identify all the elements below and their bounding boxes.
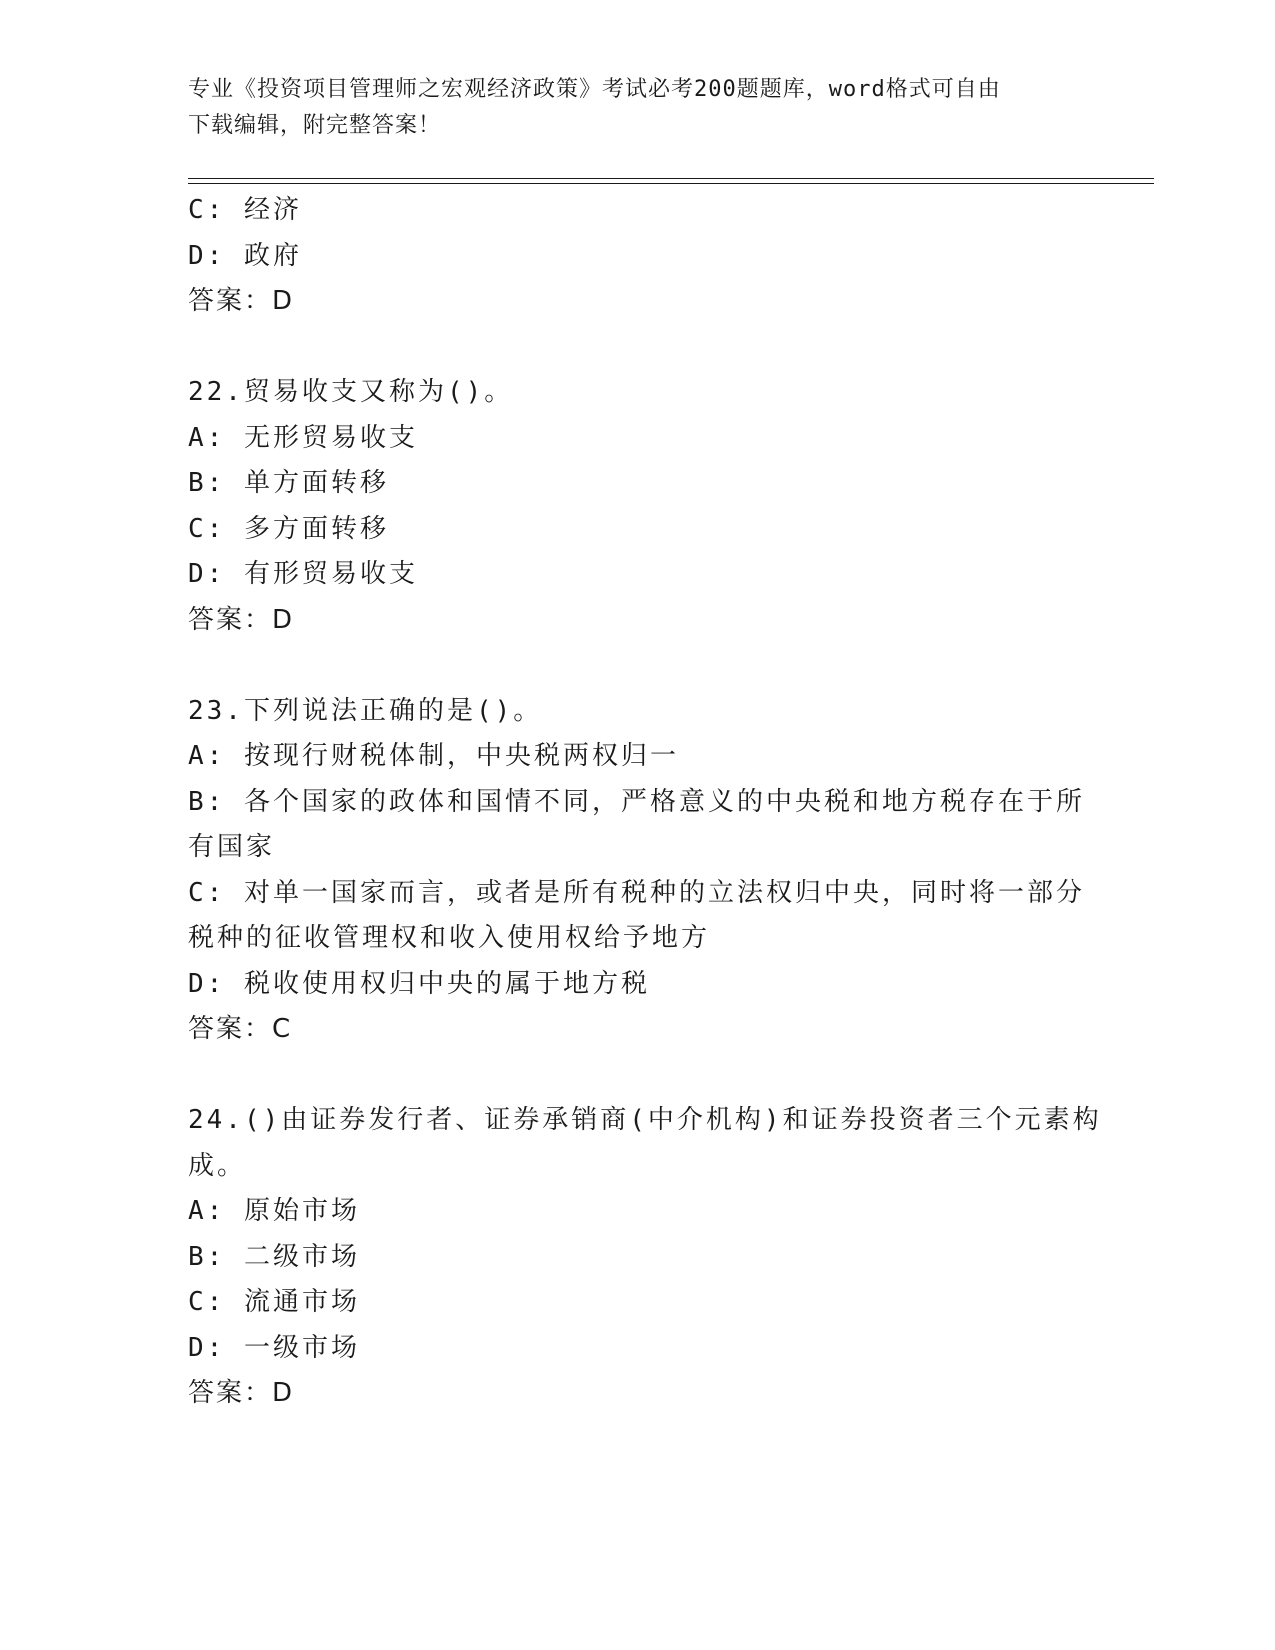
option-c: C: 流通市场 [188,1287,360,1317]
option-d: D: 政府 [188,240,302,271]
option-b: B: 二级市场 [188,1241,360,1272]
option-c-line-1: C: 对单一国家而言，或者是所有税种的立法权归中央，同时将一部分 [188,877,1085,908]
header-line-2: 下载编辑，附完整答案！ [188,113,442,138]
question-stem-line-2: 成。 [188,1150,247,1181]
spacer [188,1053,1088,1099]
option-d: D: 有形贸易收支 [188,559,418,589]
question-content [188,188,1102,1417]
answer-line: 答案：D [188,1378,295,1408]
option-a: A: 按现行财税体制，中央税两权归一 [188,741,679,771]
option-b: B: 单方面转移 [188,468,389,498]
answer-line: 答案：D [188,604,295,635]
option-b-line-2: 有国家 [188,832,276,862]
question-22 [188,370,1088,643]
option-d: D: 税收使用权归中央的属于地方税 [188,968,650,999]
answer-line: 答案：D [188,286,295,316]
document-header [188,72,1068,144]
header-divider-bottom [188,183,1154,184]
option-c: C: 多方面转移 [188,513,389,544]
question-stem-line-1: 24.()由证券发行者、证券承销商(中介机构)和证券投资者三个元素构 [188,1105,1102,1135]
question-stem: 22.贸易收支又称为()。 [188,377,514,407]
question-24 [188,1098,1102,1417]
option-a: A: 无形贸易收支 [188,422,418,453]
spacer [188,643,1088,689]
question-stem: 23.下列说法正确的是()。 [188,695,543,726]
option-c-line-2: 税种的征收管理权和收入使用权给予地方 [188,923,711,953]
question-21-continued [188,188,1088,325]
header-divider-top [188,178,1154,179]
question-23 [188,689,1088,1053]
header-line-1: 专业《投资项目管理师之宏观经济政策》考试必考200题题库，word格式可自由 [188,77,1001,102]
option-b-line-1: B: 各个国家的政体和国情不同，严格意义的中央税和地方税存在于所 [188,786,1085,817]
answer-line: 答案：C [188,1014,293,1044]
option-a: A: 原始市场 [188,1196,360,1226]
option-d: D: 一级市场 [188,1332,360,1363]
spacer [188,325,1088,371]
option-c: C: 经济 [188,195,302,225]
